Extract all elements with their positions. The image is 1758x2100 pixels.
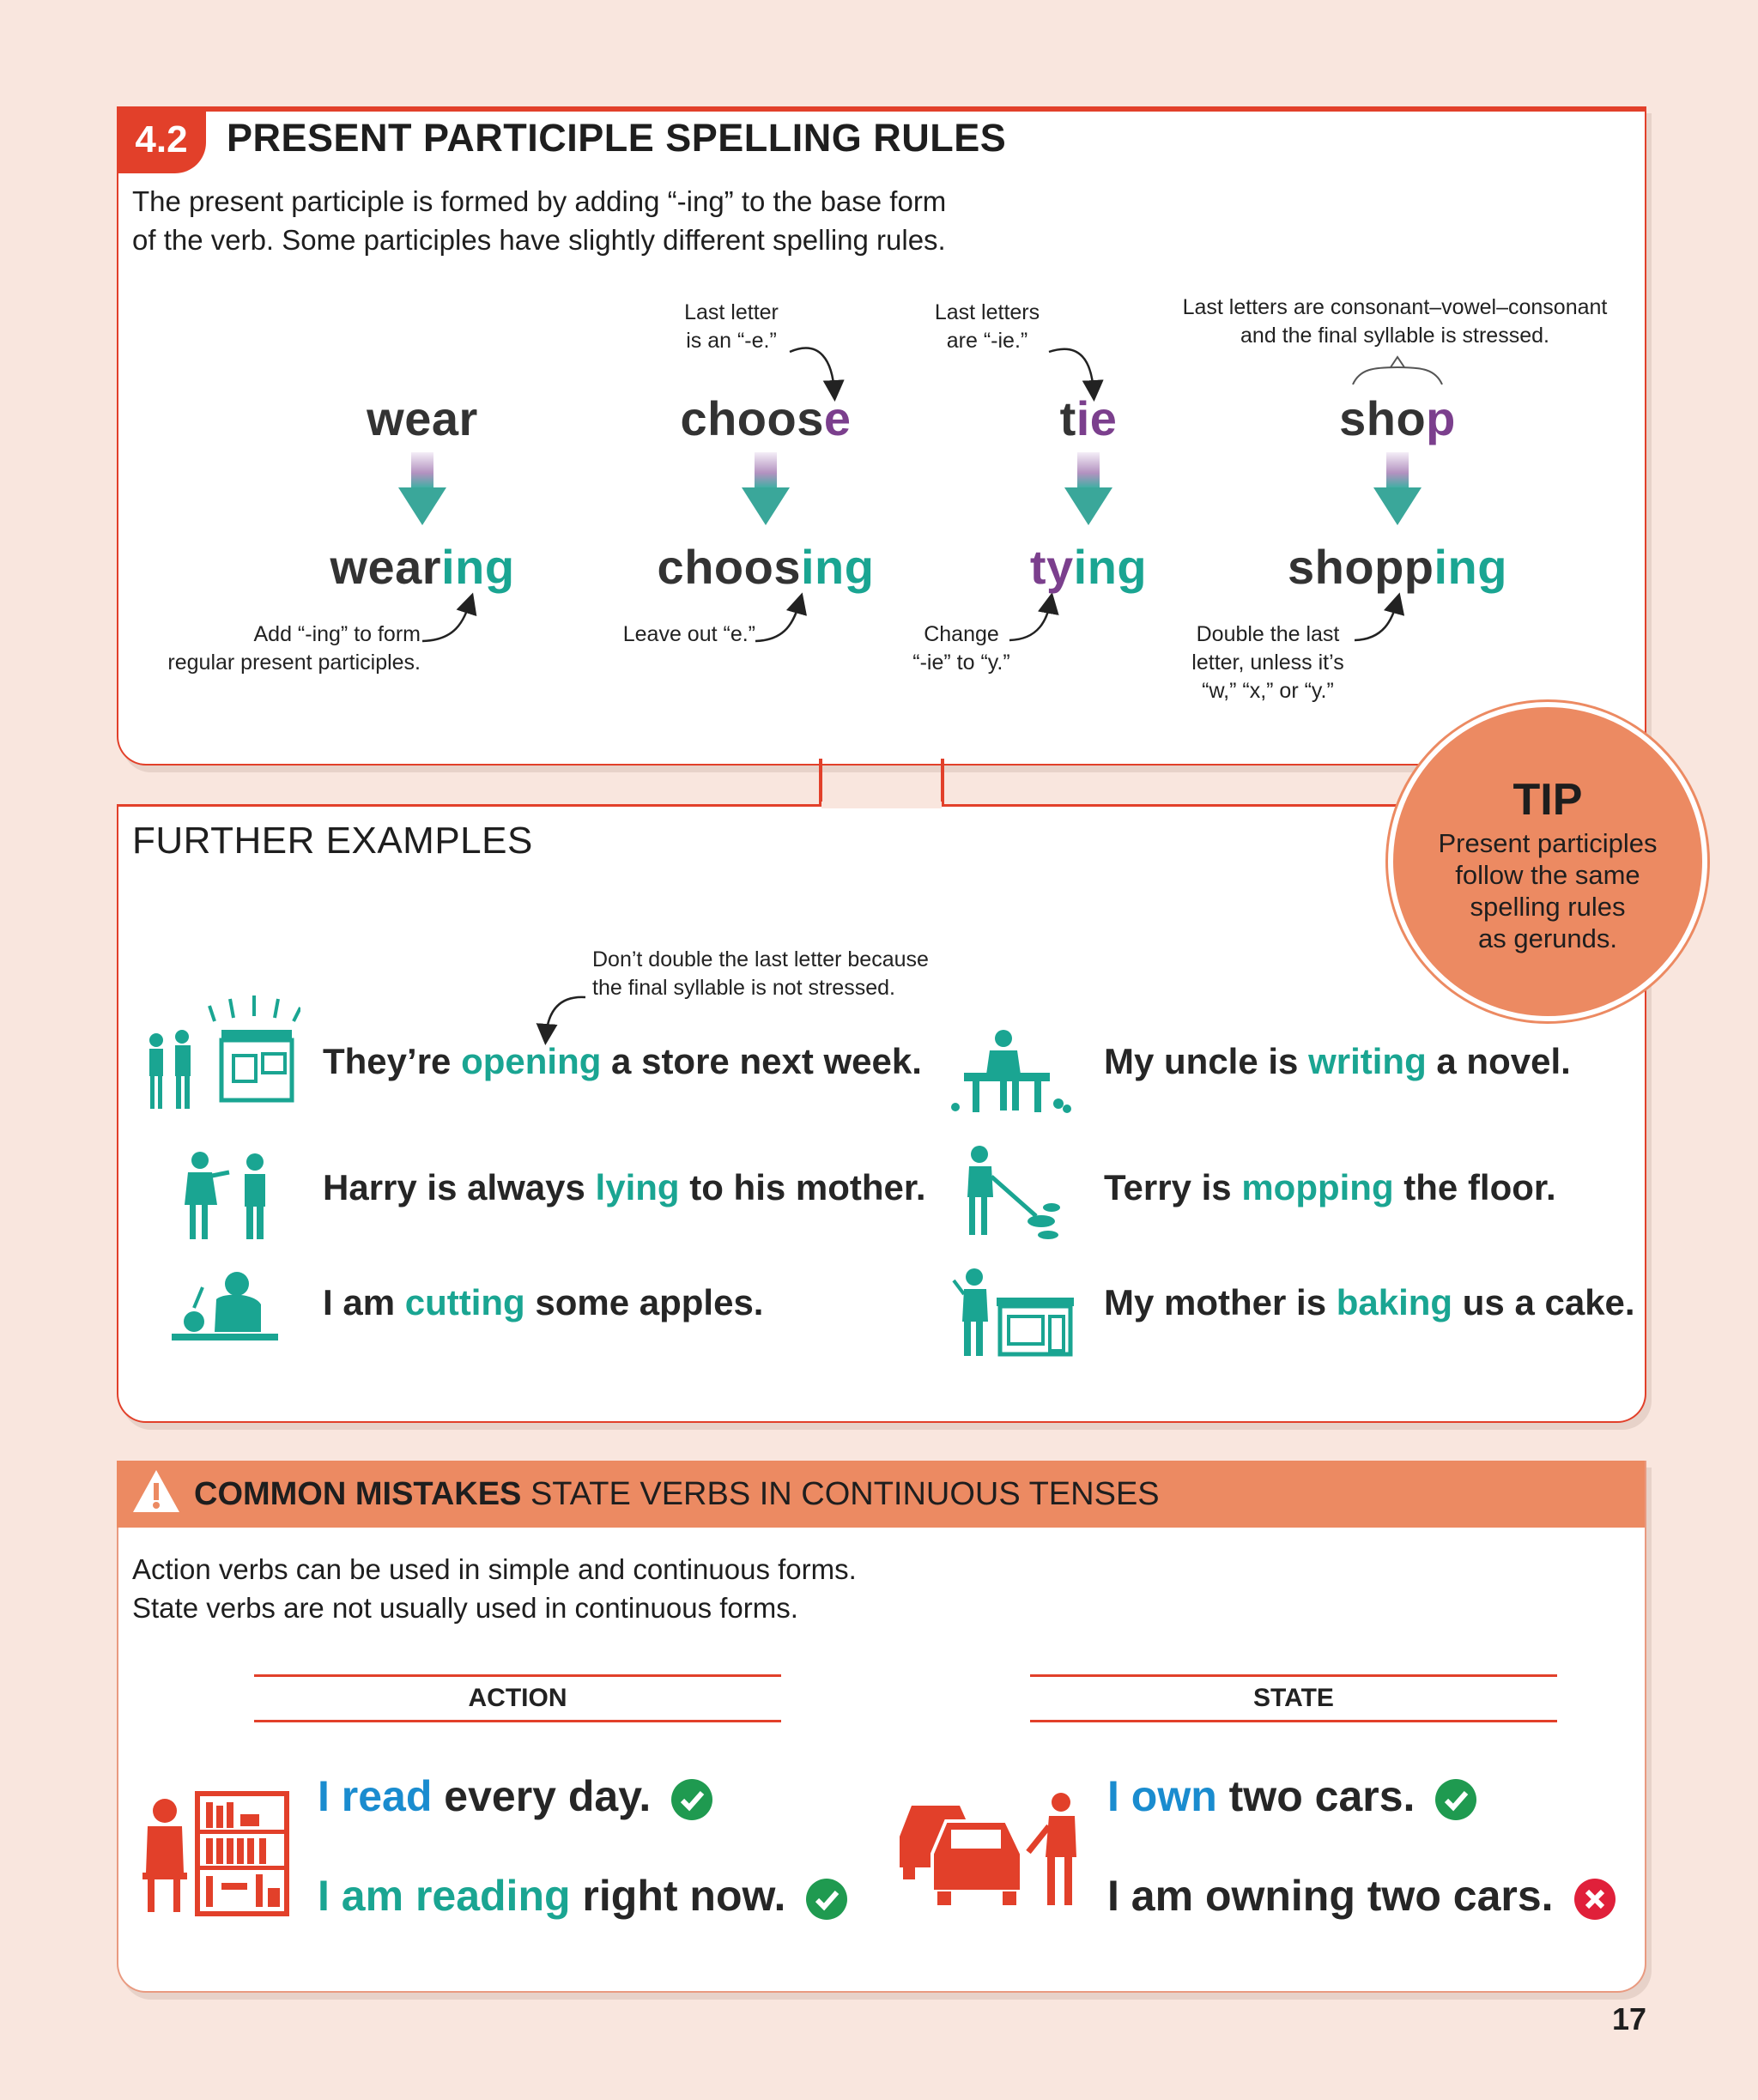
panel-gap bbox=[821, 802, 942, 808]
down-arrow-icon bbox=[398, 452, 446, 525]
base-word-wear: wear bbox=[367, 391, 478, 445]
down-arrow-icon bbox=[1064, 452, 1112, 525]
rule-note-bottom-tie: Change “-ie” to “y.” bbox=[912, 622, 1010, 675]
common-mistakes-title: COMMON MISTAKES STATE VERBS IN CONTINUOUS TENSES bbox=[194, 1476, 1160, 1512]
cross-icon bbox=[1574, 1879, 1616, 1920]
mopping-icon bbox=[957, 1146, 1069, 1240]
down-arrow-icon bbox=[742, 452, 790, 525]
example-sentence: They’re opening a store next week. bbox=[323, 1041, 922, 1081]
example-sentence: My uncle is writing a novel. bbox=[1104, 1041, 1571, 1081]
participle-shopping: shopping bbox=[1288, 540, 1507, 594]
check-icon bbox=[671, 1779, 712, 1820]
example-sentence: I am cutting some apples. bbox=[323, 1282, 764, 1322]
writing-desk-icon bbox=[949, 1030, 1073, 1116]
check-icon bbox=[1435, 1779, 1476, 1820]
rule-note-top-choose: Last letter is an “-e.” bbox=[684, 300, 779, 353]
rule-note-top-shop: Last letters are consonant–vowel–consonant and the final syllable is stressed. bbox=[1182, 295, 1608, 348]
rule-note-top-tie: Last letters are “-ie.” bbox=[934, 300, 1040, 353]
tip-callout bbox=[1388, 702, 1707, 1021]
action-simple-sentence: I read every day. bbox=[318, 1771, 712, 1821]
action-continuous-sentence: I am reading right now. bbox=[318, 1871, 847, 1921]
further-examples-title: FURTHER EXAMPLES bbox=[132, 820, 533, 862]
tip-title: TIP bbox=[1512, 775, 1583, 825]
base-word-shop: shop bbox=[1339, 391, 1456, 445]
rule-note-bottom-shop: Double the last letter, unless it’s “w,” “x,” or “y.” bbox=[1191, 622, 1344, 703]
example-annotation: Don’t double the last letter because the final syllable is not stressed. bbox=[592, 947, 929, 1000]
participle-choosing: choosing bbox=[657, 540, 875, 594]
action-heading: ACTION bbox=[254, 1674, 781, 1722]
down-arrow-icon bbox=[1373, 452, 1422, 525]
connector-right bbox=[941, 759, 944, 805]
cutting-icon bbox=[172, 1270, 283, 1347]
section-intro: The present participle is formed by adding “-ing” to the base form of the verb. Some participles have slightly different spelling rules. bbox=[132, 185, 947, 256]
rule-note-bottom-wear: Add “-ing” to form regular present participles. bbox=[167, 622, 421, 675]
example-sentence: My mother is baking us a cake. bbox=[1104, 1282, 1635, 1322]
state-continuous-sentence: I am owning two cars. bbox=[1107, 1871, 1616, 1921]
baking-icon bbox=[949, 1268, 1077, 1359]
check-icon bbox=[806, 1879, 847, 1920]
base-word-tie: tie bbox=[1059, 391, 1118, 445]
reading-bookshelf-icon bbox=[139, 1776, 290, 1917]
tip-text: Present participles follow the same spelling rules as gerunds. bbox=[1438, 828, 1658, 953]
participle-tying: tying bbox=[1029, 540, 1148, 594]
state-heading: STATE bbox=[1030, 1674, 1557, 1722]
example-sentence: Terry is mopping the floor. bbox=[1104, 1167, 1556, 1207]
annotation-arrow-icon bbox=[532, 987, 601, 1047]
warning-icon bbox=[130, 1468, 182, 1516]
section-number: 4.2 bbox=[117, 106, 206, 173]
example-sentence: Harry is always lying to his mother. bbox=[323, 1167, 926, 1207]
page-number: 17 bbox=[1612, 2001, 1647, 2036]
base-word-choose: choose bbox=[680, 391, 852, 445]
two-people-icon bbox=[176, 1150, 279, 1244]
participle-wearing: wearing bbox=[330, 540, 515, 594]
common-mistakes-intro: Action verbs can be used in simple and continuous forms. State verbs are not usually used in continuous forms. bbox=[132, 1553, 857, 1624]
store-opening-icon bbox=[137, 987, 300, 1116]
rule-note-bottom-choose: Leave out “e.” bbox=[622, 622, 755, 646]
cars-owner-icon bbox=[893, 1785, 1099, 1914]
section-title: PRESENT PARTICIPLE SPELLING RULES bbox=[227, 116, 1007, 160]
state-simple-sentence: I own two cars. bbox=[1107, 1771, 1476, 1821]
connector-left bbox=[819, 759, 822, 805]
